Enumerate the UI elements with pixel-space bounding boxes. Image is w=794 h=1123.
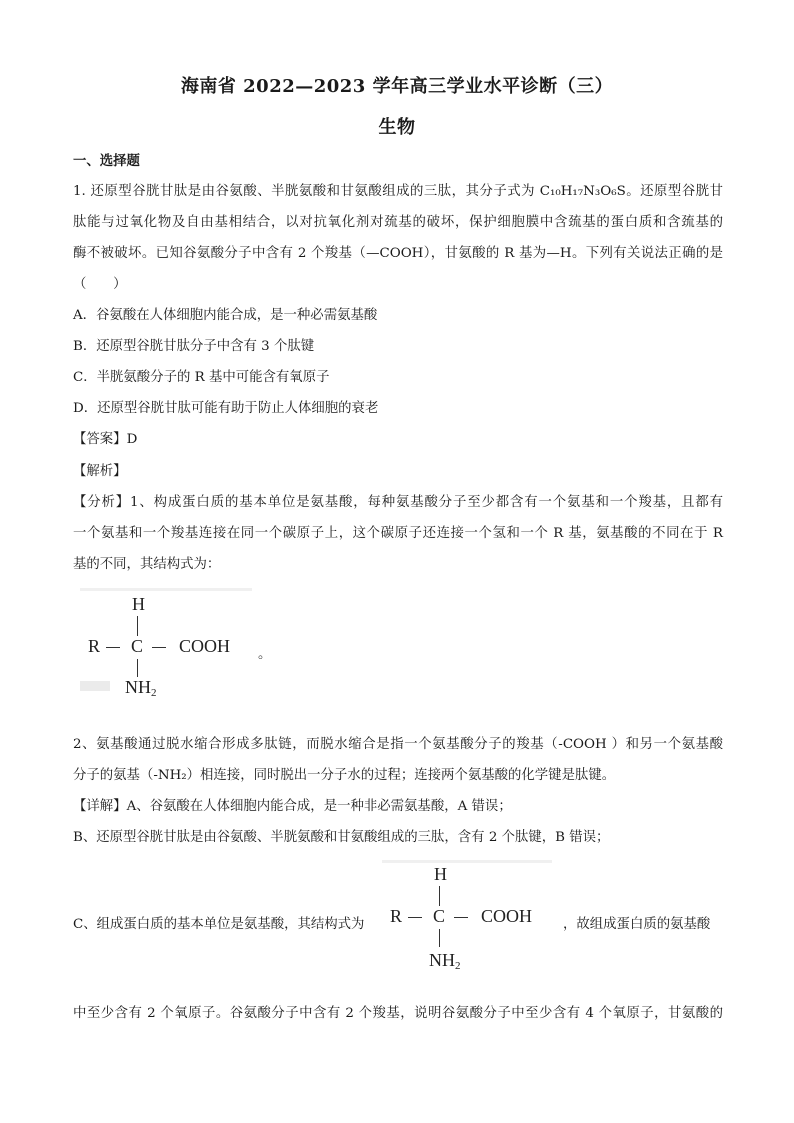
detail-a-text: A、谷氨酸在人体细胞内能合成，是一种非必需氨基酸，A 错误； [126, 799, 512, 814]
fenxi-label: 【分析】 [73, 495, 131, 510]
struct-nh2: $NH_2$ [429, 950, 461, 972]
amino-acid-structure-2 [382, 860, 560, 978]
question-stem-line-4: （ ） [73, 277, 127, 292]
answer-value: D [126, 432, 138, 447]
analysis-label: 【解析】 [73, 464, 127, 479]
answer-label: 【答案】 [73, 432, 127, 447]
detail-c-continuation: 中至少含有 2 个氧原子。谷氨酸分子中含有 2 个羧基，说明谷氨酸分子中至少含有 4 个氧原子，甘氨酸的 [73, 1006, 723, 1021]
struct-cooh: COOH [481, 906, 533, 926]
option-b: B．还原型谷胱甘肽分子中含有 3 个肽键 [73, 339, 315, 354]
struct-cooh: COOH [179, 636, 231, 656]
question-stem-line-2: 肽能与过氧化物及自由基相结合，以对抗氧化剂对巯基的破坏，保护细胞膜中含巯基的蛋白质和含巯基的 [73, 215, 723, 230]
struct-h: H [132, 594, 145, 614]
detail-label: 【详解】 [73, 799, 127, 814]
analysis-p1-text-1: 1、构成蛋白质的基本单位是氨基酸，每种氨基酸分子至少都含有一个氨基和一个羧基，且都有 [130, 495, 723, 510]
analysis-p1-line-1 [73, 493, 723, 513]
answer-row [73, 430, 723, 450]
analysis-p2-line-1: 2、氨基酸通过脱水缩合形成多肽链，而脱水缩合是指一个氨基酸分子的羧基（-COOH ）和另一个氨基酸 [73, 737, 723, 752]
struct-c: C [433, 906, 446, 926]
detail-a-line [73, 797, 723, 817]
question-stem-line-1: 1. 还原型谷胱甘肽是由谷氨酸、半胱氨酸和甘氨酸组成的三肽，其分子式为 C₁₀H₁₇N₃O₆S。还原型谷胱甘 [73, 184, 723, 199]
analysis-p1-line-2: 一个氨基和一个羧基连接在同一个碳原子上，这个碳原子还连接一个氢和一个 R 基，氨基酸的不同在于 R [73, 526, 723, 541]
detail-c-before: C、组成蛋白质的基本单位是氨基酸，其结构式为 [73, 917, 365, 932]
document-title: 海南省 2022—2023 学年高三学业水平诊断（三） [180, 76, 614, 97]
option-d: D．还原型谷胱甘肽可能有助于防止人体细胞的衰老 [73, 401, 379, 416]
struct-r: R [88, 636, 101, 656]
question-stem-line-3: 酶不被破坏。已知谷氨酸分子中含有 2 个羧基（—COOH），甘氨酸的 R 基为—H。下列有关说法正确的是 [73, 246, 723, 261]
detail-c-after: ，故组成蛋白质的氨基酸 [563, 917, 711, 932]
struct-c: C [131, 636, 144, 656]
option-a: A．谷氨酸在人体细胞内能合成，是一种必需氨基酸 [73, 308, 378, 323]
subject-title: 生物 [378, 117, 416, 138]
amino-acid-structure-1 [80, 588, 255, 703]
struct-h: H [434, 864, 447, 884]
section-heading: 一、选择题 [73, 153, 140, 169]
analysis-p1-line-3: 基的不同，其结构式为： [73, 557, 221, 572]
option-c: C．半胱氨酸分子的 R 基中可能含有氧原子 [73, 370, 330, 385]
struct-r: R [390, 906, 403, 926]
structure-end-mark: 。 [258, 647, 272, 662]
analysis-p2-line-2: 分子的氨基（-NH₂）相连接，同时脱出一分子水的过程；连接两个氨基酸的化学键是肽键。 [73, 768, 616, 783]
struct-nh2: $NH_2$ [125, 677, 157, 699]
detail-b-line: B、还原型谷胱甘肽是由谷氨酸、半胱氨酸和甘氨酸组成的三肽，含有 2 个肽键，B 错误； [73, 830, 610, 845]
